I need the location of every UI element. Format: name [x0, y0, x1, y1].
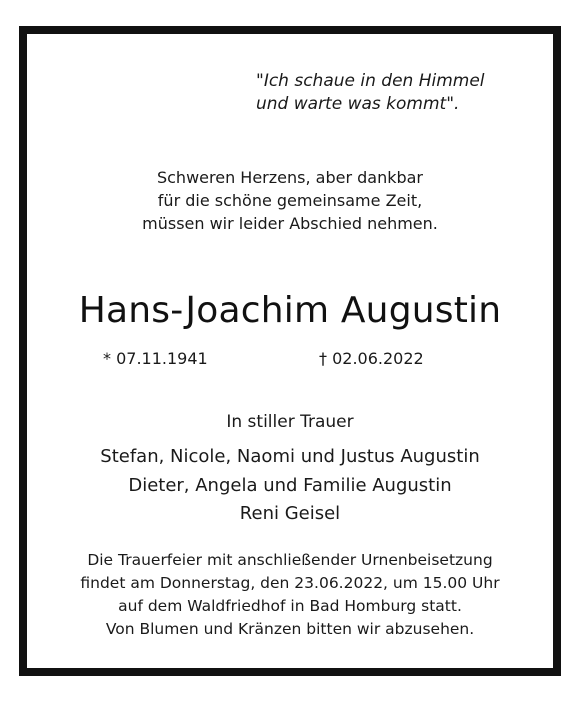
mourning-heading: In stiller Trauer: [226, 412, 354, 432]
intro-text: [27, 166, 553, 235]
deceased-name: Hans-Joachim Augustin: [78, 290, 502, 331]
service-line: Die Trauerfeier mit anschließender Urnenbeisetzung: [87, 551, 493, 569]
quote-line-2: und warte was kommt".: [256, 94, 460, 114]
mourner-line: Dieter, Angela und Familie Augustin: [128, 474, 452, 496]
service-info: [27, 549, 553, 641]
death-date: † 02.06.2022: [319, 349, 424, 368]
quote: [256, 70, 485, 116]
mourners-list: [27, 443, 553, 529]
mourner-line: Stefan, Nicole, Naomi und Justus Augustin: [100, 446, 480, 467]
intro-line-2: für die schöne gemeinsame Zeit,: [157, 191, 423, 210]
intro-line-3: müssen wir leider Abschied nehmen.: [142, 214, 438, 233]
service-line: Von Blumen und Kränzen bitten wir abzusehen.: [105, 620, 475, 638]
birth-date: * 07.11.1941: [103, 349, 208, 368]
intro-line-1: Schweren Herzens, aber dankbar: [156, 168, 424, 187]
service-line: findet am Donnerstag, den 23.06.2022, um 15.00 Uhr: [80, 574, 500, 592]
obituary-card: [19, 26, 561, 676]
service-line: auf dem Waldfriedhof in Bad Homburg statt.: [118, 597, 462, 615]
mourner-line: Reni Geisel: [239, 503, 341, 524]
quote-line-1: "Ich schaue in den Himmel: [256, 71, 485, 91]
